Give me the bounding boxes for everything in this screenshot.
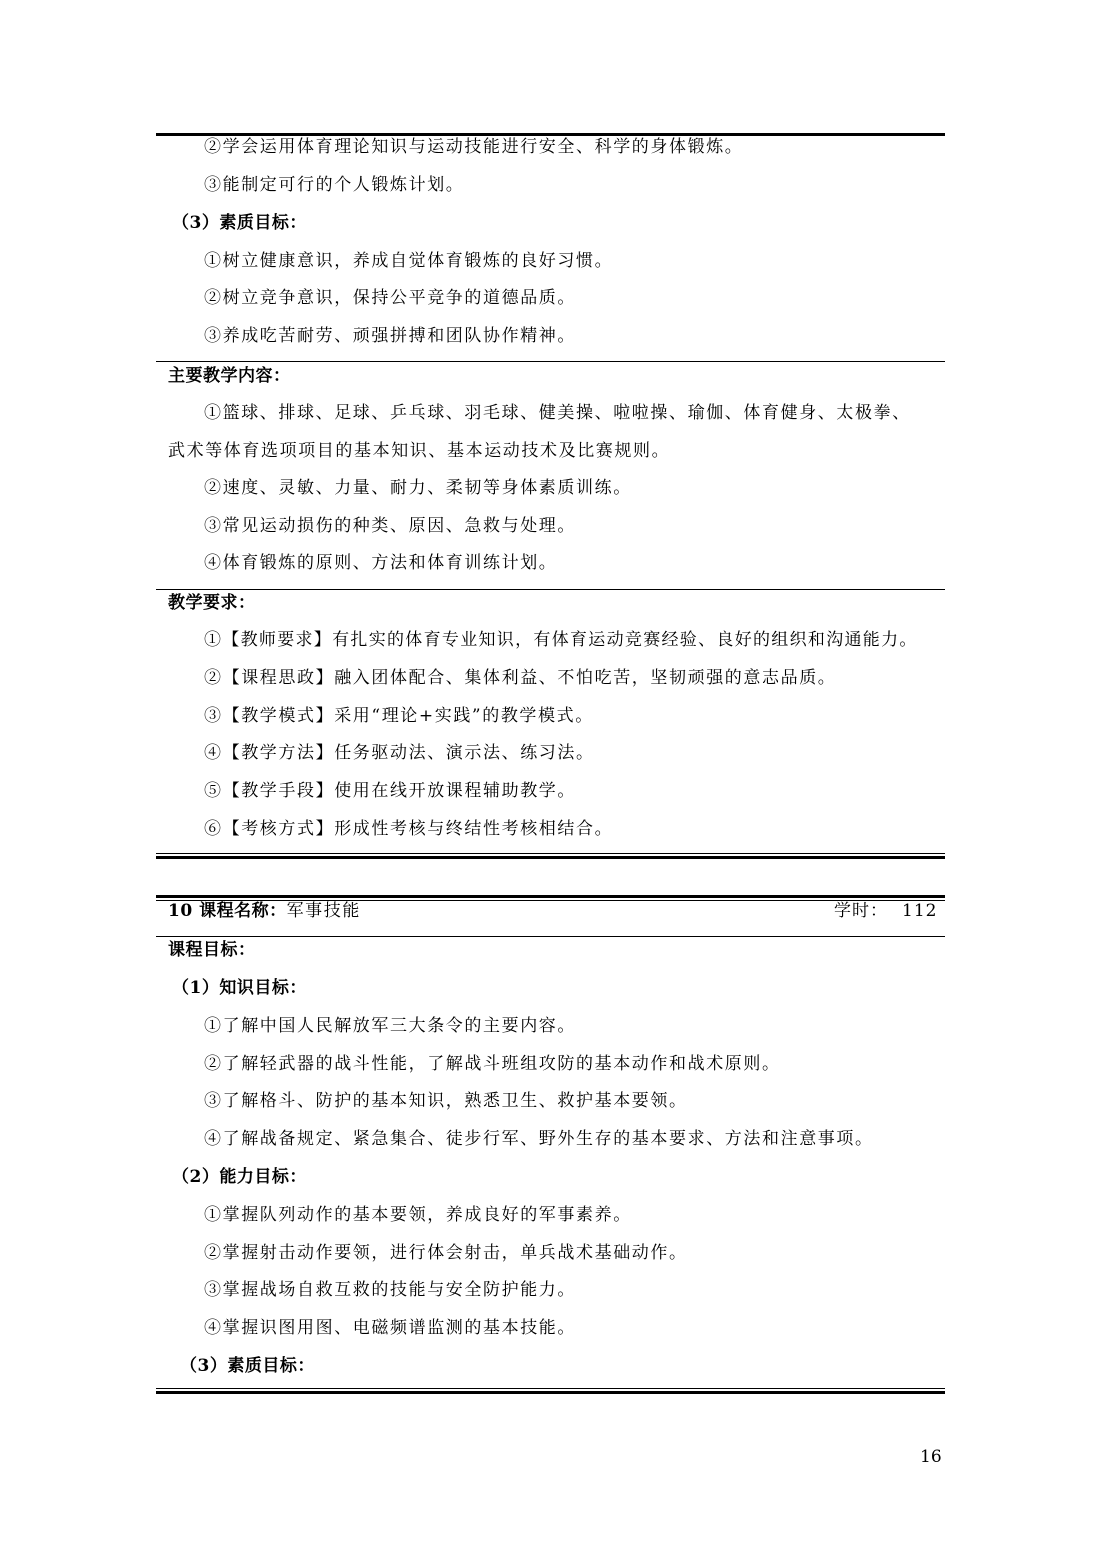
table-bottom-rule (156, 1391, 945, 1394)
row-divider (156, 936, 945, 937)
ability-item-2: ②学会运用体育理论知识与运动技能进行安全、科学的身体锻炼。 (204, 137, 744, 157)
goals-heading: 课程目标： (168, 940, 256, 960)
knowledge-item-1: ①了解中国人民解放军三大条令的主要内容。 (204, 1016, 576, 1036)
content-item-2: ②速度、灵敏、力量、耐力、柔韧等身体素质训练。 (204, 478, 632, 498)
quality-item-3: ③养成吃苦耐劳、顽强拼搏和团队协作精神。 (204, 326, 576, 346)
row-divider (156, 589, 945, 590)
ability-heading: （2）能力目标： (172, 1167, 307, 1187)
knowledge-item-2: ②了解轻武器的战斗性能，了解战斗班组攻防的基本动作和战术原则。 (204, 1054, 781, 1074)
table-top-rule (156, 895, 945, 898)
course-hours (834, 899, 937, 923)
requirement-item-2: ②【课程思政】融入团体配合、集体利益、不怕吃苦，坚韧顽强的意志品质。 (204, 668, 837, 688)
table-bottom-rule (156, 856, 945, 859)
knowledge-heading: （1）知识目标： (172, 978, 307, 998)
table-bottom-rule (156, 1388, 945, 1389)
quality-item-1: ①树立健康意识，养成自觉体育锻炼的良好习惯。 (204, 251, 614, 271)
course-header (168, 899, 361, 923)
ability-item-3: ③能制定可行的个人锻炼计划。 (204, 175, 465, 195)
ability-item-1: ①掌握队列动作的基本要领，养成良好的军事素养。 (204, 1205, 632, 1225)
content-item-1: ①篮球、排球、足球、乒乓球、羽毛球、健美操、啦啦操、瑜伽、体育健身、太极拳、 (204, 403, 911, 423)
table-bottom-rule (156, 853, 945, 854)
quality-item-2: ②树立竞争意识，保持公平竞争的道德品质。 (204, 288, 576, 308)
requirements-heading: 教学要求： (168, 593, 256, 613)
ability-item-4: ④掌握识图用图、电磁频谱监测的基本技能。 (204, 1318, 576, 1338)
content-item-3: ③常见运动损伤的种类、原因、急救与处理。 (204, 516, 576, 536)
ability-item-3: ③掌握战场自救互救的技能与安全防护能力。 (204, 1280, 576, 1300)
requirement-item-3: ③【教学模式】采用“理论+实践”的教学模式。 (204, 706, 594, 726)
content-item-4: ④体育锻炼的原则、方法和体育训练计划。 (204, 553, 558, 573)
content-item-1-cont: 武术等体育选项项目的基本知识、基本运动技术及比赛规则。 (168, 441, 671, 461)
requirement-item-1: ①【教师要求】有扎实的体育专业知识，有体育运动竞赛经验、良好的组织和沟通能力。 (204, 630, 918, 650)
requirement-item-5: ⑤【教学手段】使用在线开放课程辅助教学。 (204, 781, 576, 801)
requirement-item-4: ④【教学方法】任务驱动法、演示法、练习法。 (204, 743, 595, 763)
knowledge-item-3: ③了解格斗、防护的基本知识，熟悉卫生、救护基本要领。 (204, 1091, 688, 1111)
ability-item-2: ②掌握射击动作要领，进行体会射击，单兵战术基础动作。 (204, 1243, 688, 1263)
requirement-item-6: ⑥【考核方式】形成性考核与终结性考核相结合。 (204, 819, 614, 839)
course-name: 军事技能 (286, 901, 361, 921)
knowledge-item-4: ④了解战备规定、紧急集合、徒步行军、野外生存的基本要求、方法和注意事项。 (204, 1129, 874, 1149)
quality-heading: （3）素质目标： (180, 1356, 315, 1376)
quality-heading: （3）素质目标： (172, 213, 307, 233)
hours-value: 112 (902, 901, 938, 921)
course-name-label: 10 课程名称： (168, 901, 287, 921)
hours-label: 学时： (834, 901, 888, 921)
row-divider (156, 361, 945, 362)
page-number: 16 (920, 1447, 942, 1467)
content-heading: 主要教学内容： (168, 366, 291, 386)
